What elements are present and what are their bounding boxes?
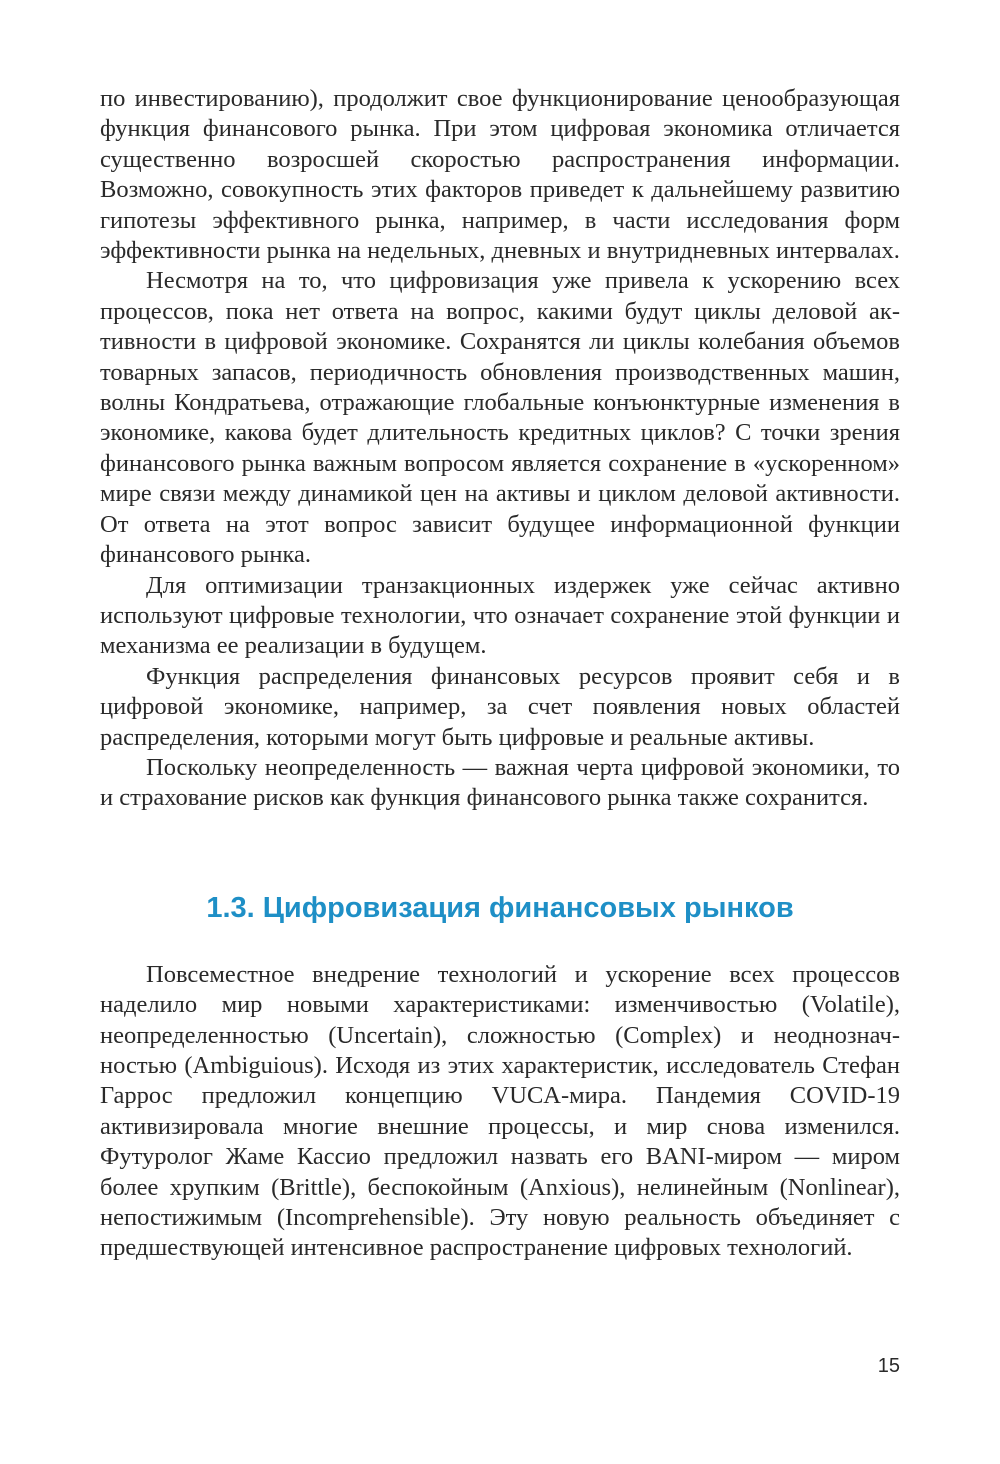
paragraph-4: Функция распределения финансовых ресурсов проявит себя и в цифровой экономике, например, за счет появления новых областей распределения, которыми могут быть цифровые и реальные активы. (100, 662, 900, 751)
paragraph-5: Поскольку неопределенность — важная черта цифровой экономики, то и страхование рисков как функция финансового рынка также сохранится. (100, 753, 900, 812)
paragraph-2: Несмотря на то, что цифровизация уже привела к ускорению всех процессов, пока нет ответа на вопрос, какими будут циклы деловой активности в цифровой экономике. Сохранятся ли циклы колебания объемов товарных запасов, периодичность обновления производственных машин, волны Кондратьева, отражающие глобальные конъюнктурные изменения в экономике, какова будет длительность кредитных циклов? С точки зрения финансового рынка важным вопросом является сохранение в «ускоренном» мире связи между динамикой цен на активы и циклом деловой активности. От ответа на этот вопрос зависит будущее информационной функции финансового рынка. (100, 267, 900, 569)
page-number: 15 (877, 1355, 900, 1377)
section-heading: 1.3. Цифровизация финансовых рынков (206, 891, 794, 924)
paragraph-1: по инвестированию), продолжит свое функционирование ценообразующая функция финансового рынка. При этом цифровая экономика отличается существенно возросшей скоростью распространения информации. Возможно, совокупность этих факторов приведет к дальнейшему развитию гипотезы эффективного рынка, например, в части исследования форм эффективности рынка на недельных, дневных и внутридневных интервалах. (100, 85, 900, 265)
paragraph-3: Для оптимизации транзакционных издержек уже сейчас активно используют цифровые технологии, что означает сохранение этой функции и механизма ее реализации в будущем. (100, 571, 900, 660)
paragraph-6: Повсеместное внедрение технологий и ускорение всех процессов наделило мир новыми характеристиками: изменчивостью (Volatile), неопределенностью (Uncertain), сложностью (Complex) и неоднозначностью (Ambiguious). Исходя из этих характеристик, исследователь Стефан Гаррос предложил концепцию VUCA-мира. Пандемия COVID-19 активизировала многие внешние процессы, и мир снова изменился. Футуролог Жаме Кассио предложил назвать его BANI-миром — миром более хрупким (Brittle), беспокойным (Anxious), нелинейным (Nonlinear), непостижимым (Incomprehensible). Эту новую реальность объединяет с предшествующей интенсивное распространение цифровых технологий. (100, 960, 900, 1262)
page-content (100, 84, 900, 1264)
